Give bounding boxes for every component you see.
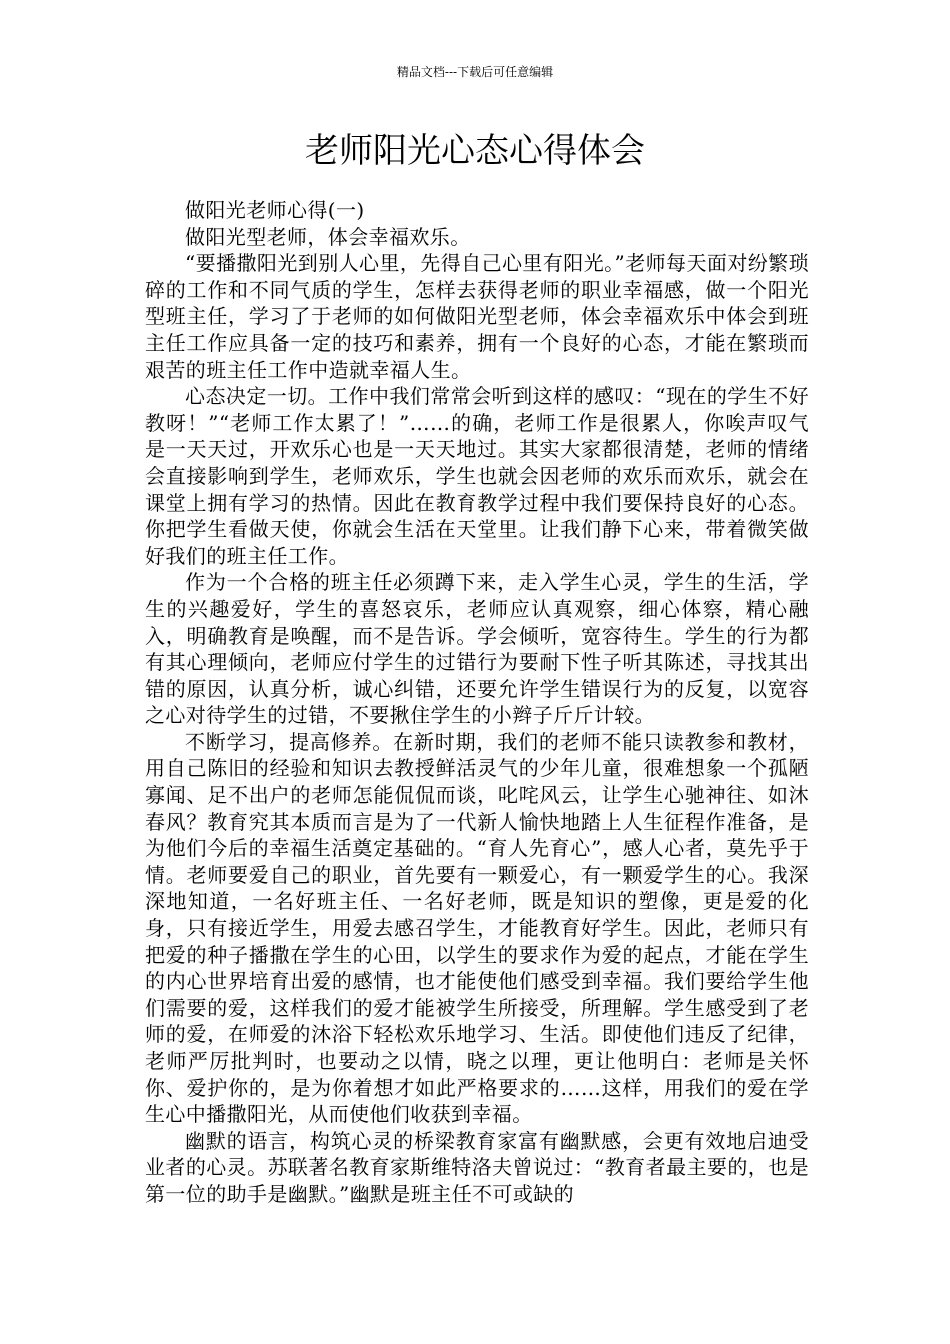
document-body [145, 197, 809, 1208]
document-title: 老师阳光心态心得体会 [305, 131, 645, 171]
paragraph: 幽默的语言，构筑心灵的桥梁教育家富有幽默感，会更有效地启迪受业者的心灵。苏联著名教育家斯维特洛夫曾说过：“教育者最主要的，也是第一位的助手是幽默。”幽默是班主任不可或缺的 [145, 1128, 809, 1206]
header-note: 精品文档---下载后可任意编辑 [396, 65, 554, 79]
paragraph: 心态决定一切。工作中我们常常会听到这样的感叹：“现在的学生不好教呀！”“老师工作太累了！”……的确，老师工作是很累人，你唉声叹气是一天天过，开欢乐心也是一天天地过。其实大家都很清楚，老师的情绪会直接影响到学生，老师欢乐，学生也就会因老师的欢乐而欢乐，就会在课堂上拥有学习的热情。因此在教育教学过程中我们要保持良好的心态。你把学生看做天使，你就会生活在天堂里。让我们静下心来，带着微笑做好我们的班主任工作。 [145, 384, 809, 568]
paragraph: 不断学习，提高修养。在新时期，我们的老师不能只读教参和教材，用自己陈旧的经验和知识去教授鲜活灵气的少年儿童，很难想象一个孤陋寡闻、足不出户的老师怎能侃侃而谈，叱咤风云，让学生心驰神往、如沐春风？教育究其本质而言是为了一代新人愉快地踏上人生征程作准备，是为他们今后的幸福生活奠定基础的。“育人先育心”，感人心者，莫先乎于情。老师要爱自己的职业，首先要有一颗爱心，有一颗爱学生的心。我深深地知道，一名好班主任、一名好老师，既是知识的塑像，更是爱的化身，只有接近学生，用爱去感召学生，才能教育好学生。因此，老师只有把爱的种子播撒在学生的心田，以学生的要求作为爱的起点，才能在学生的内心世界培育出爱的感情，也才能使他们感受到幸福。我们要给学生他们需要的爱，这样我们的爱才能被学生所接受，所理解。学生感受到了老师的爱，在师爱的沐浴下轻松欢乐地学习、生活。即使他们违反了纪律，老师严厉批判时，也要动之以情，晓之以理，更让他明白：老师是关怀你、爱护你的，是为你着想才如此严格要求的……这样，用我们的爱在学生心中播撒阳光，从而使他们收获到幸福。 [145, 729, 809, 1127]
paragraph: 做阳光型老师，体会幸福欢乐。 [185, 224, 471, 249]
paragraph: 做阳光老师心得(一) [185, 198, 365, 222]
paragraph: 作为一个合格的班主任必须蹲下来，走入学生心灵，学生的生活，学生的兴趣爱好，学生的喜怒哀乐，老师应认真观察，细心体察，精心融入，明确教育是唤醒，而不是告诉。学会倾听，宽容待生。学生的行为都有其心理倾向，老师应付学生的过错行为要耐下性子听其陈述，寻找其出错的原因，认真分析，诚心纠错，还要允许学生错误行为的反复，以宽容之心对待学生的过错，不要揪住学生的小辫子斤斤计较。 [145, 570, 809, 728]
paragraph: “要播撒阳光到别人心里，先得自己心里有阳光。”老师每天面对纷繁琐碎的工作和不同气质的学生，怎样去获得老师的职业幸福感，做一个阳光型班主任，学习了于老师的如何做阳光型老师，体会幸福欢乐中体会到班主任工作应具备一定的技巧和素养，拥有一个良好的心态，才能在繁琐而艰苦的班主任工作中造就幸福人生。 [145, 251, 809, 382]
